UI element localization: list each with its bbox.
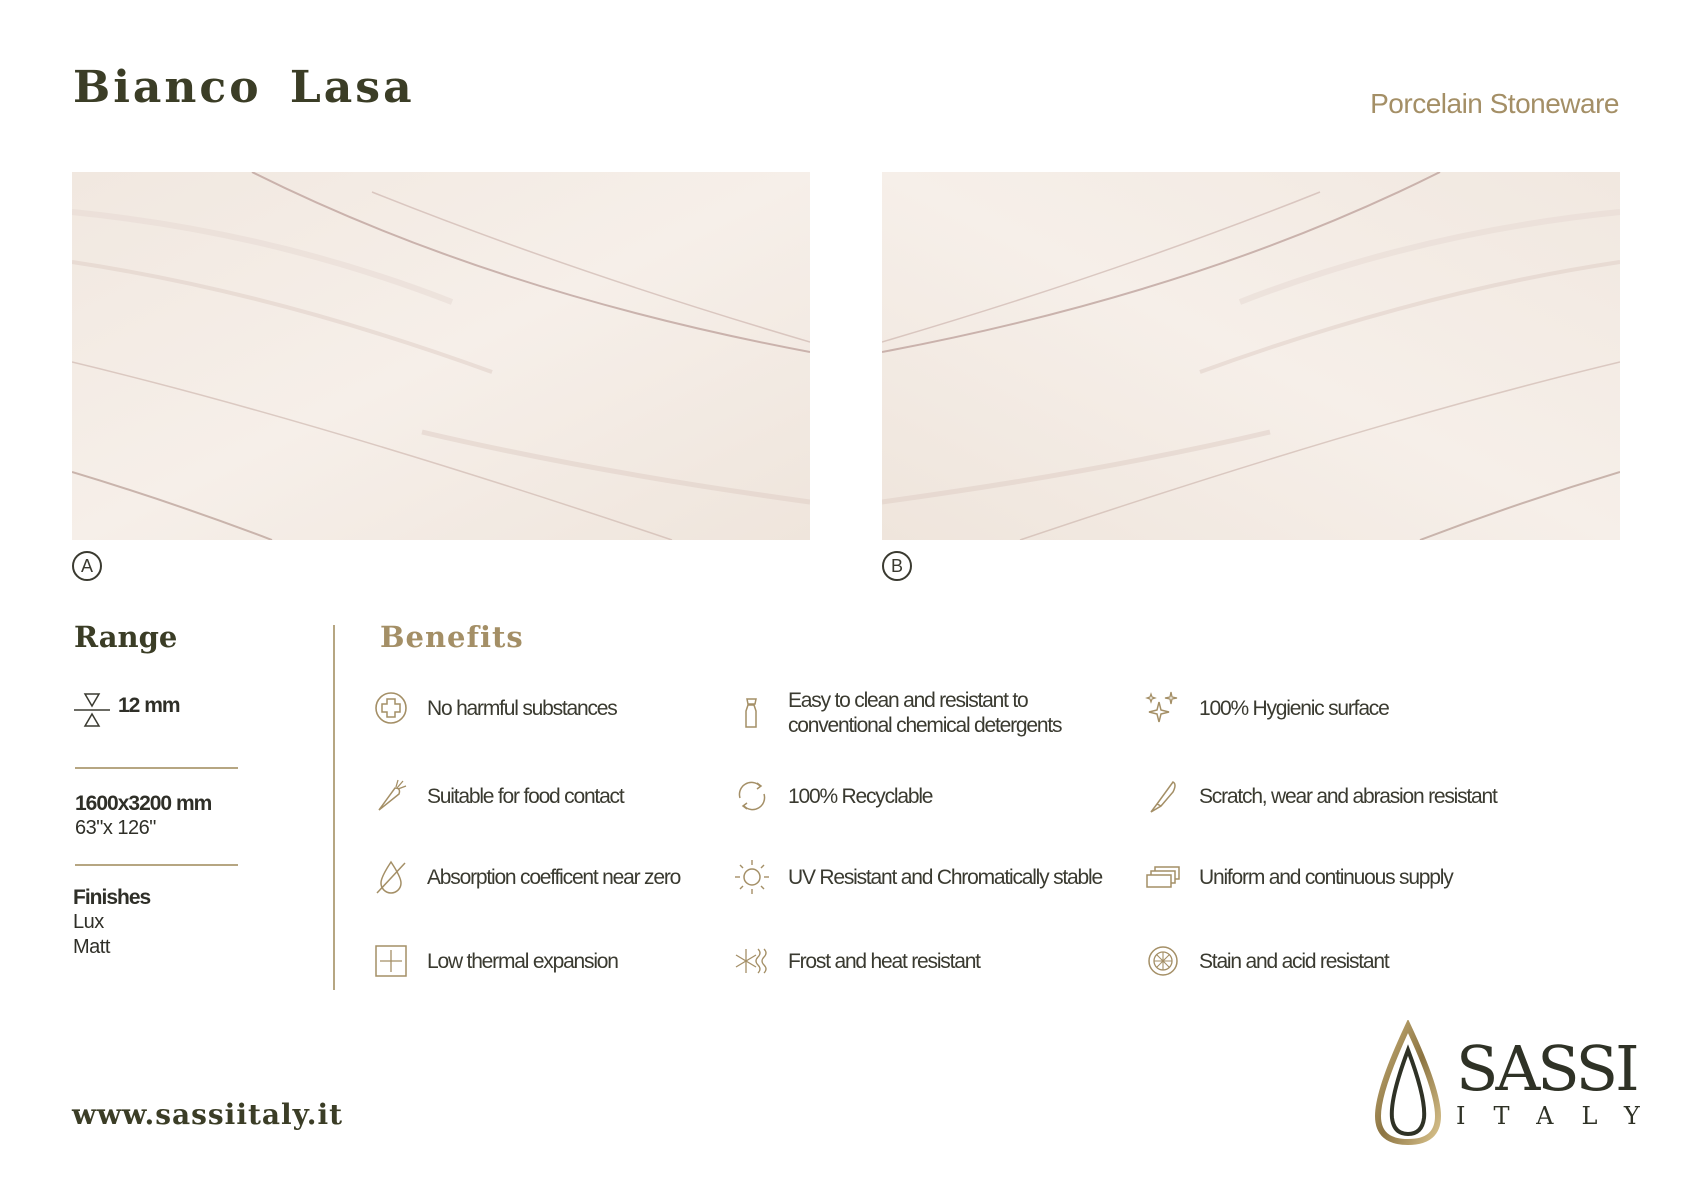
- knife-icon: [1143, 776, 1183, 816]
- thickness-icon: [72, 690, 112, 730]
- range-divider: [75, 864, 238, 866]
- citrus-icon: [1143, 941, 1183, 981]
- expansion-grid-icon: [371, 941, 411, 981]
- finishes-heading: Finishes: [73, 886, 151, 909]
- benefit-label: Suitable for food contact: [427, 784, 624, 808]
- carrot-icon: [371, 776, 411, 816]
- stacked-slabs-icon: [1143, 857, 1183, 897]
- benefit-item: [1143, 776, 1497, 816]
- benefit-label: Easy to clean and resistant to conventional chemical detergents: [788, 689, 1062, 737]
- benefit-item: [371, 776, 623, 816]
- benefit-label: Stain and acid resistant: [1199, 949, 1389, 973]
- section-divider: [333, 625, 335, 990]
- benefit-label: Absorption coefficent near zero: [427, 865, 681, 889]
- slab-label-b: B: [882, 551, 912, 581]
- benefit-label: No harmful substances: [427, 696, 617, 720]
- size-mm: 1600x3200 mm: [75, 792, 212, 815]
- slab-image-b: [882, 172, 1620, 540]
- benefit-item: [732, 688, 1061, 738]
- recycle-icon: [732, 776, 772, 816]
- finish-item: Lux: [73, 911, 104, 933]
- finish-item: Matt: [73, 936, 110, 958]
- benefit-label: 100% Hygienic surface: [1199, 696, 1389, 720]
- sun-icon: [732, 857, 772, 897]
- benefit-item: [371, 688, 617, 728]
- product-title: Bianco Lasa: [73, 62, 415, 113]
- cross-circle-icon: [371, 688, 411, 728]
- website-link[interactable]: www.sassiitaly.it: [72, 1098, 344, 1131]
- product-category: Porcelain Stoneware: [1370, 88, 1619, 119]
- benefit-item: [1143, 941, 1389, 981]
- benefit-item: [371, 857, 680, 897]
- logo-subtext: ITALY: [1456, 1102, 1668, 1130]
- slab-label-a: A: [72, 551, 102, 581]
- benefit-item: [732, 776, 932, 816]
- logo-wordmark: SASSI: [1456, 1032, 1637, 1105]
- benefit-item: [1143, 688, 1389, 728]
- slab-image-a: [72, 172, 810, 540]
- range-divider: [75, 767, 238, 769]
- no-drop-icon: [371, 857, 411, 897]
- benefit-item: [371, 941, 618, 981]
- size-inches: 63"x 126": [75, 817, 156, 839]
- benefit-item: [732, 941, 980, 981]
- spray-bottle-icon: [732, 693, 772, 733]
- range-heading: Range: [74, 620, 178, 654]
- frost-heat-icon: [732, 941, 772, 981]
- benefit-label: 100% Recyclable: [788, 784, 933, 808]
- benefit-label: Low thermal expansion: [427, 949, 618, 973]
- benefit-label: UV Resistant and Chromatically stable: [788, 865, 1102, 889]
- benefit-label: Uniform and continuous supply: [1199, 865, 1453, 889]
- benefit-label: Frost and heat resistant: [788, 949, 980, 973]
- thickness-value: 12 mm: [118, 694, 180, 717]
- benefit-label: Scratch, wear and abrasion resistant: [1199, 784, 1497, 808]
- sparkle-icon: [1143, 688, 1183, 728]
- benefit-item: [1143, 857, 1453, 897]
- benefit-item: [732, 857, 1102, 897]
- benefits-heading: Benefits: [380, 620, 524, 654]
